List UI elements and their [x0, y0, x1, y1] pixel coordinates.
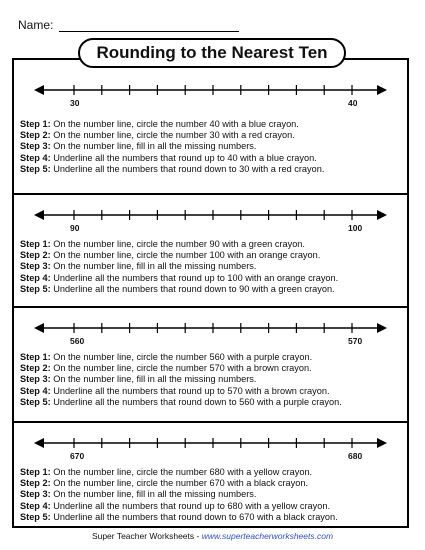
- step-text: On the number line, circle the number 40 with a blue crayon.: [53, 119, 299, 129]
- number-line-left-label[interactable]: 90: [70, 223, 80, 233]
- step-label: Step 2:: [20, 478, 51, 489]
- step-label: Step 2:: [20, 363, 51, 374]
- step-text: Underline all the numbers that round down to 90 with a green crayon.: [53, 283, 335, 294]
- number-line[interactable]: [14, 195, 407, 223]
- number-line-left-label[interactable]: 560: [70, 336, 85, 346]
- step-item: [20, 467, 338, 478]
- step-text: Underline all the numbers that round down to 670 with a black crayon.: [53, 511, 338, 522]
- step-label: Step 1:: [20, 467, 51, 477]
- problem-section: [14, 421, 407, 528]
- step-label: Step 4:: [20, 272, 51, 283]
- footer-prefix: Super Teacher Worksheets -: [91, 531, 202, 541]
- step-text: On the number line, fill in all the missing numbers.: [53, 141, 257, 152]
- right-arrow-icon: [377, 85, 387, 95]
- number-line-left-label[interactable]: 30: [70, 98, 80, 108]
- right-arrow-icon: [377, 210, 387, 220]
- step-item: [20, 119, 324, 130]
- step-text: Underline all the numbers that round up to 40 with a blue crayon.: [53, 152, 317, 163]
- problem-section: [14, 193, 407, 306]
- number-line-right-label[interactable]: 40: [348, 98, 358, 108]
- step-list: [20, 352, 342, 408]
- step-text: Underline all the numbers that round up to 680 with a yellow crayon.: [53, 500, 331, 511]
- step-item: [20, 239, 338, 250]
- name-label: Name:: [18, 18, 54, 32]
- number-line-left-label[interactable]: 670: [70, 451, 85, 461]
- step-label: Step 4:: [20, 152, 51, 163]
- step-text: On the number line, circle the number 570 with a brown crayon.: [53, 363, 312, 374]
- step-text: Underline all the numbers that round down to 30 with a red crayon.: [53, 163, 325, 174]
- step-label: Step 4:: [20, 385, 51, 396]
- step-text: On the number line, circle the number 30 with a red crayon.: [53, 130, 295, 141]
- left-arrow-icon: [34, 438, 44, 448]
- number-line-right-label[interactable]: 570: [348, 336, 363, 346]
- step-item: [20, 352, 342, 363]
- step-list: [20, 119, 324, 175]
- step-item: [20, 250, 338, 261]
- step-item: [20, 363, 342, 374]
- step-item: [20, 478, 338, 489]
- number-line-right-label[interactable]: 680: [348, 451, 363, 461]
- name-row: [18, 18, 239, 32]
- number-line-right-label[interactable]: 100: [348, 223, 363, 233]
- number-line[interactable]: [14, 308, 407, 336]
- step-item: [20, 164, 324, 175]
- footer-link[interactable]: www.superteacherworksheets.com: [201, 531, 334, 541]
- number-line[interactable]: [14, 423, 407, 451]
- step-text: On the number line, circle the number 670 with a black crayon.: [53, 478, 309, 489]
- step-label: Step 5:: [20, 511, 51, 522]
- worksheet-frame: [12, 58, 409, 528]
- left-arrow-icon: [34, 85, 44, 95]
- step-item: [20, 386, 342, 397]
- step-item: [20, 512, 338, 523]
- step-label: Step 5:: [20, 283, 51, 294]
- step-item: [20, 397, 342, 408]
- step-label: Step 3:: [20, 141, 51, 152]
- step-label: Step 5:: [20, 163, 51, 174]
- step-item: [20, 261, 338, 272]
- problem-section: [14, 60, 407, 193]
- step-item: [20, 489, 338, 500]
- step-text: Underline all the numbers that round up to 100 with an orange crayon.: [53, 272, 339, 283]
- step-item: [20, 374, 342, 385]
- step-text: Underline all the numbers that round up to 570 with a brown crayon.: [53, 385, 330, 396]
- step-label: Step 1:: [20, 119, 51, 129]
- step-text: On the number line, circle the number 680 with a yellow crayon.: [53, 467, 313, 477]
- step-item: [20, 141, 324, 152]
- step-label: Step 2:: [20, 130, 51, 141]
- step-label: Step 1:: [20, 352, 51, 362]
- step-label: Step 3:: [20, 489, 51, 500]
- step-text: On the number line, circle the number 90 with a green crayon.: [53, 239, 305, 249]
- worksheet-title: Rounding to the Nearest Ten: [78, 38, 346, 68]
- step-text: Underline all the numbers that round down to 560 with a purple crayon.: [53, 396, 342, 407]
- step-text: On the number line, circle the number 560 with a purple crayon.: [53, 352, 313, 362]
- step-label: Step 5:: [20, 396, 51, 407]
- footer: [0, 531, 425, 541]
- name-field[interactable]: [59, 19, 239, 32]
- step-list: [20, 467, 338, 523]
- step-label: Step 3:: [20, 261, 51, 272]
- step-item: [20, 153, 324, 164]
- step-text: On the number line, fill in all the missing numbers.: [53, 261, 257, 272]
- step-text: On the number line, fill in all the missing numbers.: [53, 374, 257, 385]
- step-item: [20, 284, 338, 295]
- step-text: On the number line, fill in all the missing numbers.: [53, 489, 257, 500]
- right-arrow-icon: [377, 323, 387, 333]
- step-item: [20, 273, 338, 284]
- step-label: Step 4:: [20, 500, 51, 511]
- step-label: Step 1:: [20, 239, 51, 249]
- left-arrow-icon: [34, 323, 44, 333]
- step-item: [20, 130, 324, 141]
- left-arrow-icon: [34, 210, 44, 220]
- problem-section: [14, 306, 407, 421]
- right-arrow-icon: [377, 438, 387, 448]
- step-label: Step 2:: [20, 250, 51, 261]
- step-item: [20, 501, 338, 512]
- step-text: On the number line, circle the number 100 with an orange crayon.: [53, 250, 321, 261]
- step-list: [20, 239, 338, 295]
- step-label: Step 3:: [20, 374, 51, 385]
